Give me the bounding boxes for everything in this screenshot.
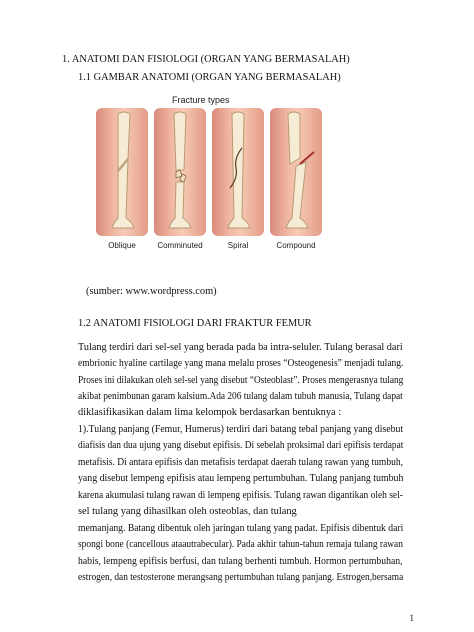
heading-fraktur-femur: 1.2 ANATOMI FISIOLOGI DARI FRAKTUR FEMUR <box>78 318 312 329</box>
paragraph-line: karena akumulasi tulang rawan di lempeng epifisis. Tulang rawan digantikan oleh sel- <box>78 490 403 501</box>
fracture-types-figure <box>92 94 324 256</box>
caption-comminuted: Comminuted <box>157 241 203 250</box>
caption-compound: Compound <box>276 241 316 250</box>
heading-gambar-anatomi: 1.1 GAMBAR ANATOMI (ORGAN YANG BERMASALAH) <box>78 72 341 83</box>
caption-spiral: Spiral <box>227 241 249 250</box>
page-number: 1 <box>409 613 414 623</box>
paragraph-line: spongi bone (cancellous ataautrabecular). Pada akhir tahun-tahun remaja tulang rawan <box>78 539 403 550</box>
figure-title: Fracture types <box>172 95 230 105</box>
paragraph-line: akibat penimbunan garam kalsium.Ada 206 tulang dalam tubuh manusia, Tulang dapat <box>78 391 403 402</box>
figure-source: (sumber: www.wordpress.com) <box>86 286 217 297</box>
paragraph-line: yang disebut lempeng epifisis atau lempeng pertumbuhan. Tulang panjang tumbuh <box>78 473 404 484</box>
paragraph-line: Tulang terdiri dari sel-sel yang berada pada ba intra-seluler. Tulang berasal dari <box>78 342 403 353</box>
oblique-fracture-image <box>96 108 148 236</box>
heading-anatomi-fisiologi: 1. ANATOMI DAN FISIOLOGI (ORGAN YANG BERMASALAH) <box>62 54 350 65</box>
spiral-fracture-image <box>212 108 264 236</box>
paragraph-line: metafisis. Di antara epifisis dan metafisis terdapat daerah tulang rawan yang tumbuh, <box>78 457 404 468</box>
paragraph-line: embrionic hyaline cartilage yang mana melalu proses “Osteogenesis” menjadi tulang. <box>78 358 404 369</box>
paragraph-line: habis, lempeng epifisis berfusi, dan tulang berhenti tumbuh. Hormon pertumbuhan, <box>78 556 403 567</box>
paragraph-line: diafisis dan dua ujung yang disebut epifisis. Di sebelah proksimal dari epifisis terdapat <box>78 440 404 451</box>
paragraph-line: diklasifikasikan dalam lima kelompok berdasarkan bentuknya : <box>78 407 342 418</box>
paragraph-line: Proses ini dilakukan oleh sel-sel yang disebut “Osteoblast”. Proses mengerasnya tulang <box>78 375 404 386</box>
paragraph-line: sel tulang yang dihasilkan oleh osteoblas, dan tulang <box>78 506 297 517</box>
paragraph-line: 1).Tulang panjang (Femur, Humerus) terdiri dari batang tebal panjang yang disebut <box>78 424 404 435</box>
compound-fracture-image <box>270 108 322 236</box>
caption-oblique: Oblique <box>108 241 136 250</box>
paragraph-line: memanjang. Batang dibentuk oleh jaringan tulang yang padat. Epifisis dibentuk dari <box>78 523 404 534</box>
comminuted-fracture-image <box>154 108 206 236</box>
paragraph-line: estrogen, dan testosterone merangsang pertumbuhan tulang panjang. Estrogen,bersama <box>78 572 404 583</box>
